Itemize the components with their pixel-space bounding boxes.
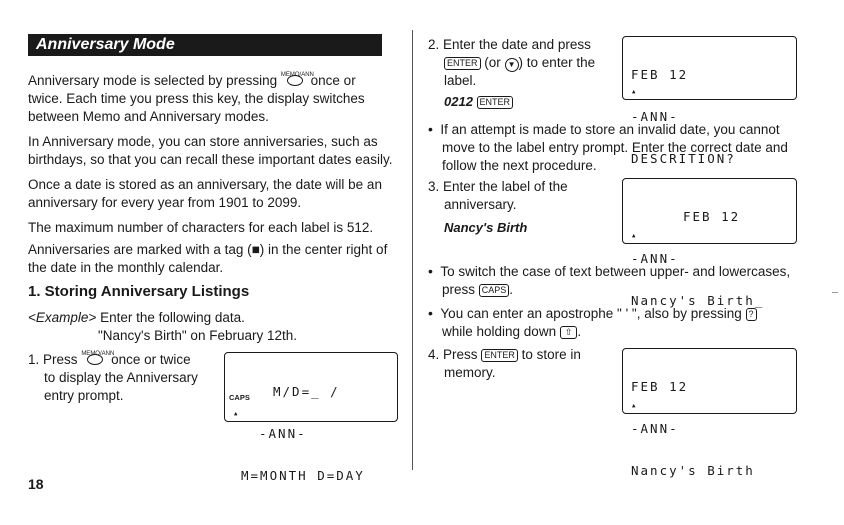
shift-key-icon: ⇧ (560, 326, 578, 339)
lcd3-line1: FEB 12 (683, 209, 741, 224)
intro-text-d: between Memo and Anniversary modes. (28, 109, 269, 124)
page-number: 18 (28, 476, 44, 492)
lcd1-caps-indicator: CAPS (229, 393, 250, 402)
bullet-caps: • To switch the case of text between upper- and lowercases, press CAPS . (428, 263, 791, 297)
intro-text-b: once or (310, 73, 356, 88)
lcd4-line2: -ANN- (631, 421, 679, 436)
intro-paragraph (28, 72, 365, 126)
intro-text-c: twice. Each time you press this key, the display switches (28, 91, 365, 106)
section-heading: 1. Storing Anniversary Listings (28, 283, 250, 300)
memo-ann-key-icon: MEMO/ANN (281, 73, 307, 87)
lcd-cursor-icon: ▴ (631, 231, 637, 241)
lcd-display-4 (622, 348, 797, 478)
lcd4-line1: FEB 12 (631, 379, 689, 394)
lcd2-line3: DESCRITION? (631, 151, 736, 166)
lcd1-line2: -ANN- (259, 426, 307, 441)
paragraph-store: In Anniversary mode, you can store anniversaries, such as birthdays, so that you can recall these important dates easily. (28, 134, 393, 167)
column-divider (412, 30, 413, 470)
lcd1-line3: M=MONTH D=DAY (241, 468, 365, 483)
enter-key-icon: ENTER (481, 349, 518, 362)
memo-ann-key-icon: MEMO/ANN (81, 352, 107, 366)
paragraph-tag: Anniversaries are marked with a tag (■) in the center right of the date in the monthly calendar. (28, 242, 388, 275)
section-title: Anniversary Mode (28, 34, 382, 56)
margin-mark (832, 292, 838, 293)
lcd3-line2: -ANN- (631, 251, 679, 266)
bullet-invalid-date: • If an attempt is made to store an invalid date, you cannot move to the label entry prompt. Enter the correct date and follow the next procedure. (428, 121, 788, 173)
step-3: 3. Enter the label of the anniversary. (428, 179, 568, 212)
lcd2-line1: FEB 12 (631, 67, 689, 82)
paragraph-year-range: Once a date is stored as an anniversary, the date will be an anniversary for every year from 1901 to 2099. (28, 177, 382, 210)
lcd-cursor-icon: ▴ (631, 87, 637, 97)
lcd4-line3: Nancy's Birth (631, 463, 755, 478)
example-label: <Example> (28, 310, 97, 325)
enter-key-icon: ENTER (477, 96, 514, 109)
example-block: <Example> Enter the following data. "Nancy's Birth" on February 12th. (28, 310, 297, 343)
apostrophe-key-icon: ? (746, 308, 757, 321)
bullet-apostrophe: • You can enter an apostrophe " ' ", also by pressing ? while holding down ⇧ . (428, 304, 757, 341)
step-2: 2. Enter the date and press ENTER (or ▼ ) to enter the label. (428, 37, 596, 88)
lcd-display-3 (622, 178, 797, 308)
intro-text-a: Anniversary mode is selected by pressing (28, 73, 278, 88)
lcd1-line1: M/D=_ / (273, 384, 340, 399)
lcd-cursor-icon: ▴ (233, 409, 239, 419)
lcd-cursor-icon: ▴ (631, 401, 637, 411)
step-1: 1. Press MEMO/ANN once or twice to display the Anniversary entry prompt. (28, 351, 198, 403)
lcd3-line3: Nancy's Birth_ (631, 293, 765, 308)
tag-mark-icon: ■ (251, 242, 260, 257)
down-arrow-key-icon: ▼ (505, 58, 519, 72)
step-4: 4. Press ENTER to store in memory. (428, 347, 581, 380)
enter-key-icon: ENTER (444, 57, 481, 70)
lcd-display-2 (622, 36, 797, 166)
step3-input: Nancy's Birth (444, 220, 528, 235)
caps-key-icon: CAPS (479, 284, 510, 297)
lcd2-line2: -ANN- (631, 109, 679, 124)
lcd-display-1 (224, 352, 398, 483)
step2-input: 0212 ENTER (444, 94, 513, 109)
paragraph-max-chars: The maximum number of characters for each label is 512. (28, 220, 374, 235)
